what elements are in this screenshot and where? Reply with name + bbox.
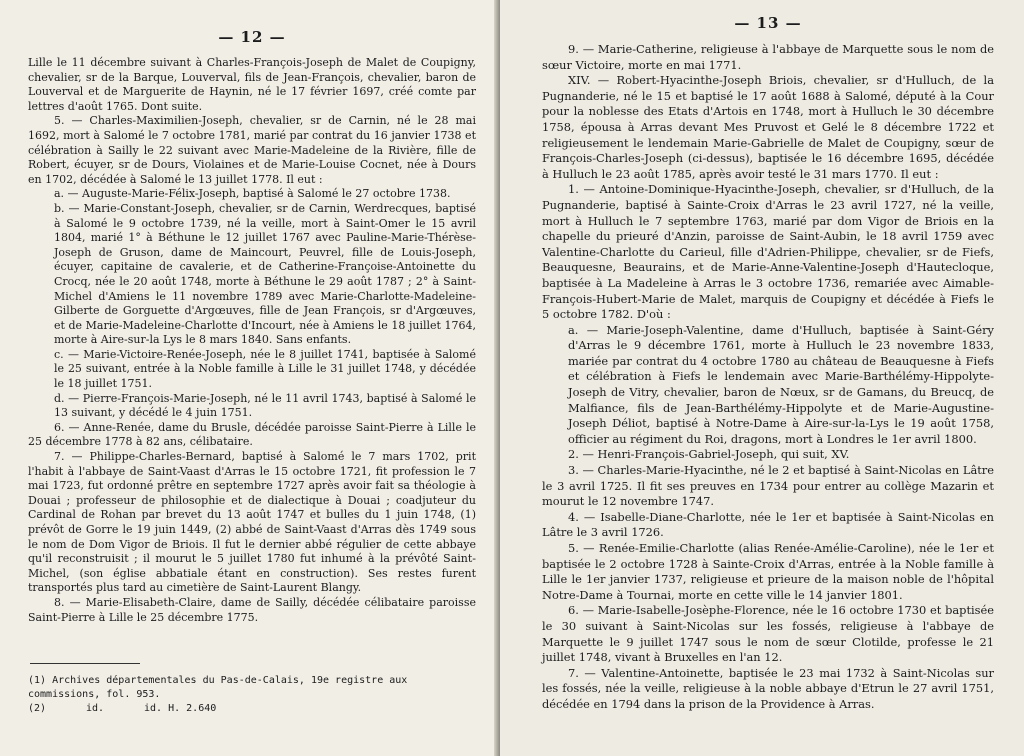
paragraph: 5. — Renée-Emilie-Charlotte (alias Renée-Amélie-Caroline), née le 1er et baptisée le 2 octobre 1728 à Sainte-Croix d'Arras, entrée à la Noble famille à Lille le 1er janvier 1737, religieuse et prieure de la maison noble de l'hôpital Notre-Dame à Tournai, morte en cette ville le 14 janvier 1801.: [542, 541, 994, 602]
page-number: — 12 —: [218, 28, 286, 46]
paragraph: 5. — Charles-Maximilien-Joseph, chevalier, sr de Carnin, né le 28 mai 1692, mort à Salomé le 7 octobre 1781, marié par contrat du 16 janvier 1738 et célébration à Sailly le 22 suivant avec Marie-Madeleine de la Rivière, fille de Robert, écuyer, sr de Dours, Violaines et de Marie-Louise Cocnet, née à Dours en 1702, décédée à Salomé le 13 juillet 1778. Il eut :: [28, 114, 476, 186]
paragraph: XIV. — Robert-Hyacinthe-Joseph Briois, chevalier, sr d'Hulluch, de la Pugnanderie, né le 15 et baptisé le 17 août 1688 à Salomé, député à la Cour pour la noblesse des Etats d'Artois en 1748, mort à Hulluch le 30 décembre 1758, épousa à Arras devant Mes Pruvost et Gelé le 8 décembre 1722 et religieusement le lendemain Marie-Gabrielle de Malet de Coupigny, sœur de François-Charles-Joseph (ci-dessus), baptisée le 16 décembre 1695, décédée à Hulluch le 23 août 1785, après avoir testé le 31 mars 1770. Il eut :: [542, 73, 994, 181]
left-page: [0, 0, 500, 756]
paragraph: 7. — Philippe-Charles-Bernard, baptisé à Salomé le 7 mars 1702, prit l'habit à l'abbaye de Saint-Vaast d'Arras le 15 octobre 1721, fit profession le 7 mai 1723, fut ordonné prêtre en septembre 1727 après avoir fait sa théologie à Douai ; professeur de philosophie et de dialectique à Douai ; coadjuteur du Cardinal de Rohan par brevet du 13 août 1747 et bulles du 1 juin 1748, (1) prévôt de Gorre le 19 juin 1449, (2) abbé de Saint-Vaast d'Arras dès 1749 sous le nom de Dom Vigor de Briois. Il fut le dernier abbé régulier de cette abbaye qu'il reconstruisit ; il mourut le 5 juillet 1780 fut inhumé à la prévôté Saint-Michel, (son église abbatiale étant en construction). Ses restes furent transportés plus tard au cimetière de Saint-Laurent Blangy.: [28, 450, 476, 595]
paragraph: 2. — Henri-François-Gabriel-Joseph, qui suit, XV.: [568, 447, 850, 462]
footnote-number: (2): [28, 703, 47, 715]
paragraph: 4. — Isabelle-Diane-Charlotte, née le 1er et baptisée à Saint-Nicolas en Lâtre le 3 avril 1726.: [542, 509, 994, 540]
list-item: d. — Pierre-François-Marie-Joseph, né le 11 avril 1743, baptisé à Salomé le 13 suivant, y décédé le 4 juin 1751.: [54, 391, 476, 420]
paragraph: 9. — Marie-Catherine, religieuse à l'abbaye de Marquette sous le nom de sœur Victoire, morte en mai 1771.: [542, 42, 994, 72]
list-item: b. — Marie-Constant-Joseph, chevalier, sr de Carnin, Werdrecques, baptisé à Salomé le 9 octobre 1739, né la veille, mort à Saint-Omer le 15 avril 1804, marié 1° à Béthune le 12 juillet 1767 avec Pauline-Marie-Thérèse-Joseph de Gruson, dame de Maincourt, Peuvrel, fille de Louis-Joseph, écuyer, capitaine de cavalerie, et de Catherine-Françoise-Antoinette du Crocq, née le 20 août 1748, morte à Béthune le 29 août 1787 ; 2° à Saint-Michel d'Amiens le 11 novembre 1789 avec Marie-Charlotte-Madeleine-Gilberte de Gorguette d'Argœuves, fille de Jean François, sr d'Argœuves, et de Marie-Madeleine-Charlotte d'Incourt, née à Amiens le 18 juillet 1764, morte à Aire-sur-la Lys le 8 mars 1840. Sans enfants.: [54, 201, 476, 347]
paragraph: 8. — Marie-Elisabeth-Claire, dame de Sailly, décédée célibataire paroisse Saint-Pierre à Lille le 25 décembre 1775.: [28, 595, 476, 624]
paragraph: 6. — Marie-Isabelle-Josèphe-Florence, née le 16 octobre 1730 et baptisée le 30 suivant à Saint-Nicolas sur les fossés, religieuse à l'abbaye de Marquette le 9 juillet 1747 sous le nom de sœur Clotilde, professe le 21 juillet 1748, vivant à Bruxelles en l'an 12.: [542, 603, 994, 665]
footnote-reference: H. 2.640: [168, 703, 217, 715]
paragraph: 6. — Anne-Renée, dame du Brusle, décédée paroisse Saint-Pierre à Lille le 25 décembre 1778 à 82 ans, célibataire.: [28, 420, 476, 449]
paragraph: 7. — Valentine-Antoinette, baptisée le 23 mai 1732 à Saint-Nicolas sur les fossés, née la veille, religieuse à la noble abbaye d'Etrun le 27 avril 1751, décédée en 1794 dans la prison de la Providence à Arras.: [542, 665, 994, 711]
footnote-ditto: id.: [144, 703, 163, 715]
right-page: [500, 0, 1024, 756]
list-item: a. — Auguste-Marie-Félix-Joseph, baptisé à Salomé le 27 octobre 1738.: [54, 187, 451, 201]
footnote-rule: [30, 663, 140, 664]
paragraph: 3. — Charles-Marie-Hyacinthe, né le 2 et baptisé à Saint-Nicolas en Lâtre le 3 avril 1725. Il fit ses preuves en 1734 pour entrer au collège Mazarin et mourut le 12 novembre 1747.: [542, 463, 994, 509]
paragraph: 1. — Antoine-Dominique-Hyacinthe-Joseph, chevalier, sr d'Hulluch, de la Pugnanderie, baptisé à Sainte-Croix d'Arras le 23 avril 1727, né la veille, mort à Hulluch le 7 septembre 1763, marié par dom Vigor de Briois en la chapelle du prieuré d'Anzin, paroisse de Saint-Aubin, le 18 avril 1759 avec Valentine-Charlotte du Carieul, fille d'Adrien-Philippe, chevalier, sr de Fiefs, Beauquesne, Beaurains, et de Marie-Anne-Valentine-Joseph d'Hautecloque, baptisée à La Madeleine à Arras le 3 octobre 1736, remariée avec Aimable-François-Hubert-Marie de Malet, marquis de Coupigny et décédée à Fiefs le 5 octobre 1782. D'où :: [542, 182, 994, 322]
paragraph: Lille le 11 décembre suivant à Charles-François-Joseph de Malet de Coupigny, chevalier, sr de la Barque, Louverval, fils de Jean-François, chevalier, baron de Louverval et de Marguerite de Haynin, né le 17 février 1697, créé comte par lettres d'août 1765. Dont suite.: [28, 56, 476, 113]
footnote: [28, 702, 476, 716]
footnote: (1) Archives départementales du Pas-de-Calais, 19e registre aux commissions, fol. 953.: [28, 675, 408, 701]
footnote-ditto: id.: [86, 703, 105, 715]
list-item: c. — Marie-Victoire-Renée-Joseph, née le 8 juillet 1741, baptisée à Salomé le 25 suivant, entrée à la Noble famille à Lille le 31 juillet 1748, y décédée le 18 juillet 1751.: [54, 347, 476, 391]
list-item: a. — Marie-Joseph-Valentine, dame d'Hulluch, baptisée à Saint-Géry d'Arras le 9 décembre 1761, morte à Hulluch le 23 novembre 1833, mariée par contrat du 4 octobre 1780 au château de Beauquesne à Fiefs et célébration à Fiefs le lendemain avec Marie-Barthélémy-Hippolyte-Joseph de Vitry, chevalier, baron de Nœux, sr de Gamans, du Breucq, de Malfiance, fils de Jean-Barthélémy-Hippolyte et de Marie-Augustine-Joseph Déliot, baptisé à Notre-Dame à Aire-sur-la-Lys le 19 août 1758, officier au régiment du Roi, dragons, mort à Londres le 1er avril 1800.: [568, 322, 994, 446]
page-number: — 13 —: [734, 14, 802, 32]
